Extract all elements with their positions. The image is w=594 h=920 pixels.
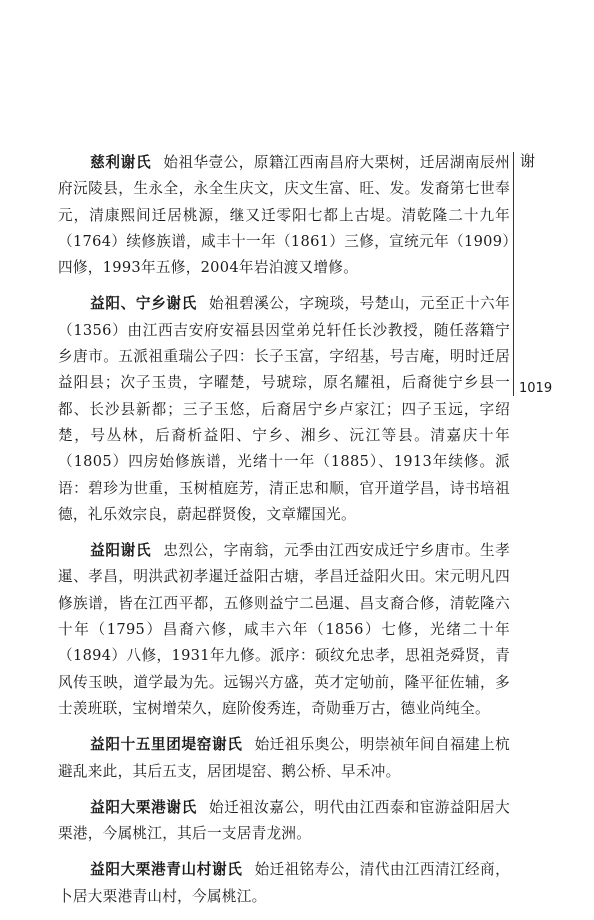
clan-name: 益阳、宁乡谢氏: [90, 295, 197, 313]
margin-rule: [513, 152, 514, 396]
entry-body: 始迁祖乐奥公，明崇祯年间自福建上杭避乱来此，其后五支，居团堤窑、鹅公桥、早禾冲。: [58, 736, 510, 780]
entry-body: 始祖碧溪公，字琬琰，号楚山，元至正十六年（1356）由江西吉安府安福县因堂弟兑轩任长沙教授，随任落籍宁乡唐市。五派祖重瑞公子四：长子玉富，字绍基，号吉庵，明时迁居益阳县；次子玉贵，字曜楚，号琥琮，原名耀祖，后裔徙宁乡县一都、长沙县新都；三子玉悠，后裔居宁乡卢家江；四子玉远，字绍楚，号丛林，后裔析益阳、宁乡、湘乡、沅江等县。清嘉庆十年（1805）四房始修族谱，光绪十一年（1885）、1913年续修。派语：碧珍为世重，玉树植庭芳，清正忠和顺，官开道学昌，诗书培祖德，礼乐效宗良，蔚起群贤俊，文章耀国光。: [58, 295, 510, 523]
entry-yiyang-daligang-xie: [58, 795, 510, 848]
genealogy-text-block: [58, 150, 510, 920]
page-number: 1019: [519, 381, 553, 396]
entry-body: 始迁祖汝嘉公，明代由江西泰和宦游益阳居大栗港，今属桃江，其后一支居青龙洲。: [58, 798, 510, 843]
entry-cili-xie: [58, 150, 510, 281]
clan-name: 慈利谢氏: [90, 154, 152, 171]
entry-body: 忠烈公，字南翁，元季由江西安成迁宁乡唐市。生孝暹、孝昌，明洪武初孝暹迁益阳古塘，孝昌迁益阳火田。宋元明凡四修族谱，皆在江西平都，五修则益宁二邑暹、昌支裔合修，清乾隆六十年（1795）昌裔六修，咸丰六年（1856）七修，光绪二十年（1894）八修，1931年九修。派序：硕纹允忠孝，思祖尧舜贤，青风传玉映，道学最为先。远锡兴方盛，英才定劬前，隆平征佐辅，多士羡班联，宝树增荣久，庭阶俊秀连，奇勋垂万古，德业尚纯全。: [58, 542, 510, 717]
clan-name: 益阳大栗港谢氏: [90, 798, 197, 816]
entry-yiyang-ningxiang-xie: [58, 291, 510, 528]
clan-name: 益阳大栗港青山村谢氏: [90, 861, 243, 879]
clan-name: 益阳谢氏: [90, 542, 152, 560]
entry-body: 始迁祖铭寿公，清代由江西清江经商，卜居大栗港青山村，今属桃江。: [58, 861, 510, 905]
margin-surname-char: 谢: [520, 152, 536, 170]
clan-name: 益阳十五里团堤窑谢氏: [90, 736, 243, 754]
entry-yiyang-tuandiyao-xie: [58, 732, 510, 785]
entry-body: 始祖华壹公，原籍江西南昌府大栗树，迁居湖南辰州府沅陵县，生永全，永全生庆文，庆文生富、旺、发。发裔第七世奉元，清康熙间迁居桃源，继又迁零阳七都上古堤。清乾隆二十九年（1764）续修族谱，咸丰十一年（1861）三修，宣统元年（1909）四修，1993年五修，2004年岩泊渡又增修。: [58, 154, 510, 277]
entry-yiyang-xie: [58, 538, 510, 722]
entry-yiyang-qingshan-xie: [58, 857, 510, 910]
